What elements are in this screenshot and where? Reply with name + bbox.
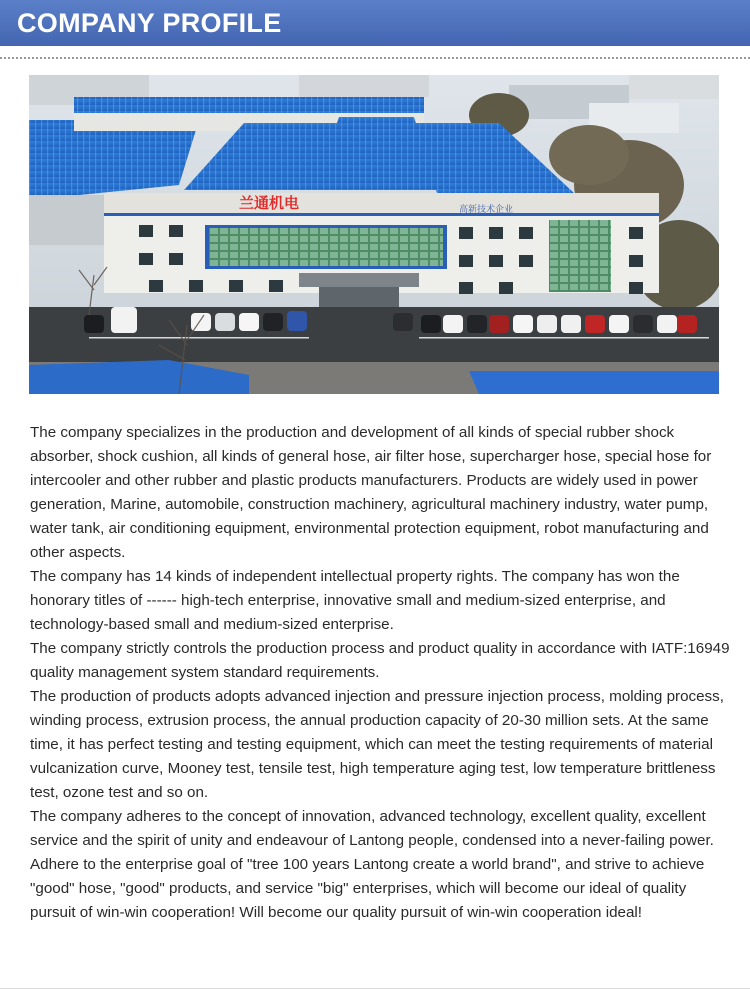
header-bar xyxy=(0,0,750,46)
dotted-divider xyxy=(0,57,750,59)
paragraph: The company adheres to the concept of innovation, advanced technology, excellent quality, excellent service and the spirit of unity and endeavour of Lantong people, condensed into a never-failing power. Adhere to the enterprise goal of "tree 100 years Lantong create a world brand", and strive to achieve "good" hose, "good" products, and service "big" enterprises, which will become our ideal of quality pursuit of win-win cooperation! Will become our quality pursuit of win-win cooperation ideal! xyxy=(30,808,714,921)
sign-brand: 兰通机电 xyxy=(239,194,300,212)
paragraph: The company specializes in the production and development of all kinds of special rubber shock absorber, shock cushion, all kinds of general hose, air filter hose, supercharger hose, special hose for intercooler and other rubber and plastic products manufacturers. Products are widely used in power generation, Marine, automobile, construction machinery, agricultural machinery industry, water pump, water tank, air conditioning equipment, environmental protection equipment, robot manufacturing and other aspects. xyxy=(30,424,712,561)
sign-tagline: 高新技术企业 xyxy=(459,205,514,215)
paragraph: The company strictly controls the production process and product quality in accordance with IATF:16949 quality management system standard requirements. xyxy=(30,640,730,681)
page-title: COMPANY PROFILE xyxy=(17,8,282,38)
paragraph: The company has 14 kinds of independent intellectual property rights. The company has won the honorary titles of ------ high-tech enterprise, innovative small and medium-sized enterprise, and technology-based small and medium-sized enterprise. xyxy=(30,568,680,633)
factory-photo xyxy=(29,75,719,394)
paragraph: The production of products adopts advanced injection and pressure injection process, molding process, winding process, extrusion process, the annual production capacity of 20-30 million sets. At the same time, it has perfect testing and testing equipment, which can meet the testing requirements of material vulcanization curve, Mooney test, tensile test, high temperature aging test, low temperature brittleness test, ozone test and so on. xyxy=(30,688,724,801)
bottom-divider xyxy=(0,988,750,989)
company-description xyxy=(30,421,730,925)
